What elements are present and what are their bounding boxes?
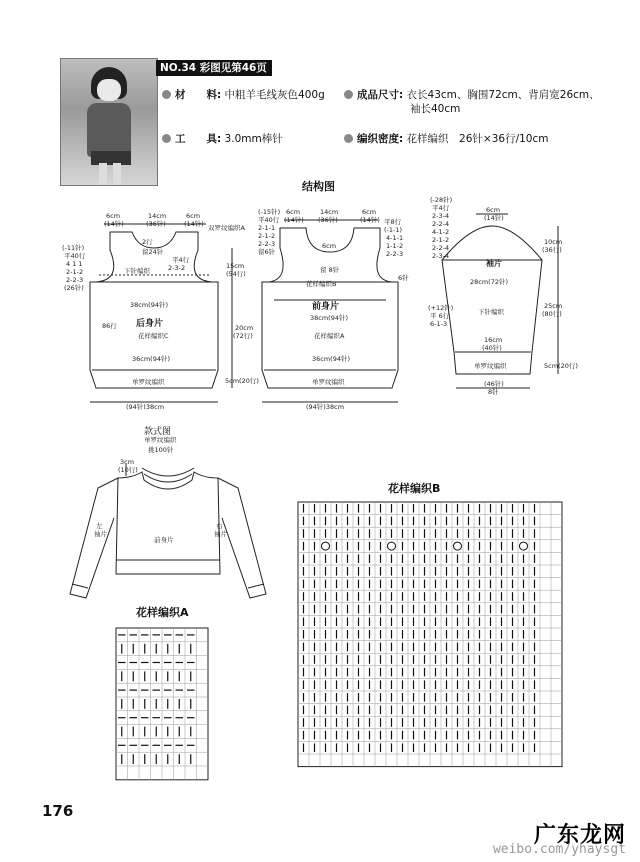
svg-text:2-1-2: 2-1-2 bbox=[258, 232, 276, 240]
svg-text:单罗纹编织: 单罗纹编织 bbox=[474, 362, 507, 370]
svg-text:4-1-2: 4-1-2 bbox=[432, 228, 450, 236]
svg-text:2行: 2行 bbox=[142, 238, 153, 246]
bullet-icon bbox=[344, 134, 353, 143]
svg-text:36cm(94针): 36cm(94针) bbox=[132, 355, 171, 363]
svg-text:6针: 6针 bbox=[398, 274, 409, 282]
svg-text:(72行): (72行) bbox=[233, 332, 253, 340]
svg-text:袖片: 袖片 bbox=[214, 530, 227, 538]
svg-text:6cm: 6cm bbox=[106, 212, 121, 220]
svg-text:(26针): (26针) bbox=[64, 284, 84, 292]
svg-text:25cm: 25cm bbox=[544, 302, 563, 310]
svg-text:挑100针: 挑100针 bbox=[148, 446, 174, 454]
structure-diagram bbox=[0, 190, 640, 420]
svg-text:2-3-4: 2-3-4 bbox=[432, 212, 450, 220]
svg-text:前身片: 前身片 bbox=[154, 536, 174, 544]
svg-text:2-2-4: 2-2-4 bbox=[432, 244, 450, 252]
svg-text:28cm(72针): 28cm(72针) bbox=[470, 278, 509, 286]
svg-text:2-2-3: 2-2-3 bbox=[258, 240, 276, 248]
chart-b-title: 花样编织B bbox=[388, 482, 441, 495]
gauge-row: 编织密度: 花样编织 26针×36行/10cm bbox=[344, 132, 634, 146]
svg-text:留24针: 留24针 bbox=[142, 248, 164, 256]
yarn-over-symbol bbox=[454, 542, 462, 550]
svg-text:5cm(20行): 5cm(20行) bbox=[225, 377, 259, 385]
svg-text:平40行: 平40行 bbox=[258, 216, 280, 224]
svg-text:6-1-3: 6-1-3 bbox=[430, 320, 448, 328]
svg-text:(14针): (14针) bbox=[104, 220, 124, 228]
watermark-sub: weibo.com/yhaysgt bbox=[492, 842, 626, 857]
svg-text:(94针)38cm: (94针)38cm bbox=[126, 403, 165, 411]
svg-text:(14针): (14针) bbox=[284, 216, 304, 224]
svg-text:花样编织A: 花样编织A bbox=[314, 332, 345, 340]
svg-text:(-15针): (-15针) bbox=[258, 208, 281, 216]
svg-text:(40针): (40针) bbox=[482, 344, 502, 352]
svg-text:86行: 86行 bbox=[102, 322, 117, 330]
style-view-sketch bbox=[58, 434, 278, 604]
watermark: 广东龙网 bbox=[533, 823, 626, 848]
svg-text:单罗纹编织: 单罗纹编织 bbox=[144, 436, 177, 444]
svg-text:2-1-1: 2-1-1 bbox=[258, 224, 276, 232]
pattern-title: NO.34 彩图见第46页 bbox=[156, 60, 272, 76]
chart-a-title: 花样编织A bbox=[136, 606, 189, 619]
svg-text:(36针): (36针) bbox=[146, 220, 166, 228]
svg-text:14cm: 14cm bbox=[320, 208, 339, 216]
diagram-title: 结构图 bbox=[302, 180, 335, 193]
yarn-over-symbol bbox=[520, 542, 528, 550]
chart-a-grid bbox=[114, 626, 224, 796]
svg-text:6cm: 6cm bbox=[486, 206, 501, 214]
svg-text:6cm: 6cm bbox=[186, 212, 201, 220]
yarn-over-symbol bbox=[388, 542, 396, 550]
svg-text:15cm: 15cm bbox=[226, 262, 245, 270]
svg-text:3cm: 3cm bbox=[120, 458, 135, 466]
svg-text:下针编织: 下针编织 bbox=[124, 267, 150, 275]
svg-text:(-11针): (-11针) bbox=[62, 244, 85, 252]
svg-text:(46针): (46针) bbox=[484, 380, 504, 388]
svg-text:6cm: 6cm bbox=[286, 208, 301, 216]
svg-text:5cm(20行): 5cm(20行) bbox=[544, 362, 578, 370]
svg-text:6cm: 6cm bbox=[322, 242, 337, 250]
svg-text:平4行: 平4行 bbox=[432, 204, 450, 212]
bullet-icon bbox=[162, 134, 171, 143]
svg-text:(-28针): (-28针) bbox=[430, 196, 453, 204]
back-side-label: 双罗纹编织A bbox=[208, 224, 245, 232]
svg-text:(14针): (14针) bbox=[484, 214, 504, 222]
svg-text:(36行): (36行) bbox=[542, 246, 562, 254]
svg-text:2-2-3: 2-2-3 bbox=[66, 276, 84, 284]
svg-text:平4行: 平4行 bbox=[172, 256, 190, 264]
svg-text:花样编织B: 花样编织B bbox=[306, 280, 337, 288]
svg-text:(94针)38cm: (94针)38cm bbox=[306, 403, 345, 411]
svg-text:4-1-1: 4-1-1 bbox=[386, 234, 404, 242]
svg-text:左: 左 bbox=[96, 522, 103, 530]
svg-text:单罗纹编织: 单罗纹编织 bbox=[132, 378, 165, 386]
svg-text:(54行): (54行) bbox=[226, 270, 246, 278]
front-piece-name: 前身片 bbox=[312, 302, 340, 312]
svg-text:6cm: 6cm bbox=[362, 208, 377, 216]
svg-text:10cm: 10cm bbox=[544, 238, 563, 246]
tools-row: 工 具: 3.0mm棒针 bbox=[162, 132, 342, 146]
back-piece-name: 后身片 bbox=[136, 319, 164, 329]
svg-text:(14针): (14针) bbox=[184, 220, 204, 228]
svg-text:单罗纹编织: 单罗纹编织 bbox=[312, 378, 345, 386]
svg-text:下针编织: 下针编织 bbox=[478, 308, 504, 316]
right-sleeve-outline bbox=[218, 478, 266, 598]
svg-text:2-3-2: 2-3-2 bbox=[168, 264, 186, 272]
svg-text:留6针: 留6针 bbox=[258, 248, 276, 256]
sleeve-piece-name: 袖片 bbox=[486, 259, 502, 268]
size-row: 成品尺寸: 衣长43cm、胸围72cm、背肩宽26cm、 袖长40cm bbox=[344, 88, 634, 116]
svg-text:2-2-4: 2-2-4 bbox=[432, 220, 450, 228]
svg-text:(80行): (80行) bbox=[542, 310, 562, 318]
model-photo bbox=[60, 58, 158, 186]
svg-text:平 6行: 平 6行 bbox=[430, 312, 450, 320]
svg-text:右: 右 bbox=[216, 522, 223, 530]
svg-text:花样编织C: 花样编织C bbox=[138, 332, 169, 340]
svg-text:38cm(94针): 38cm(94针) bbox=[130, 301, 169, 309]
svg-text:2-1-2: 2-1-2 bbox=[432, 236, 450, 244]
vest-outline bbox=[116, 472, 220, 574]
svg-text:(10行): (10行) bbox=[118, 466, 138, 474]
svg-text:16cm: 16cm bbox=[484, 336, 503, 344]
svg-text:(-1-1): (-1-1) bbox=[384, 226, 403, 234]
back-neck-width: 14cm bbox=[148, 212, 167, 220]
svg-text:1-1-2: 1-1-2 bbox=[386, 242, 404, 250]
svg-text:8针: 8针 bbox=[488, 388, 499, 396]
yarn-over-symbol bbox=[322, 542, 330, 550]
bullet-icon bbox=[162, 90, 171, 99]
svg-text:平40行: 平40行 bbox=[64, 252, 86, 260]
collar-outline bbox=[144, 474, 192, 482]
material-row: 材 料: 中粗羊毛线灰色400g bbox=[162, 88, 342, 102]
bullet-icon bbox=[344, 90, 353, 99]
svg-text:36cm(94针): 36cm(94针) bbox=[312, 355, 351, 363]
svg-text:(14针): (14针) bbox=[360, 216, 380, 224]
svg-text:(36针): (36针) bbox=[318, 216, 338, 224]
svg-text:2-3-4: 2-3-4 bbox=[432, 252, 450, 260]
svg-text:38cm(94针): 38cm(94针) bbox=[310, 314, 349, 322]
chart-b-grid bbox=[294, 500, 584, 790]
svg-text:4 1 1: 4 1 1 bbox=[66, 260, 83, 268]
page-number: 176 bbox=[42, 802, 74, 820]
svg-text:袖片: 袖片 bbox=[94, 530, 107, 538]
svg-text:平8行: 平8行 bbox=[384, 218, 402, 226]
svg-text:2-2-3: 2-2-3 bbox=[386, 250, 404, 258]
svg-text:2-1-2: 2-1-2 bbox=[66, 268, 84, 276]
left-sleeve-outline bbox=[70, 478, 118, 598]
style-view-title: 款式图 bbox=[144, 427, 172, 437]
svg-text:留 8针: 留 8针 bbox=[320, 266, 340, 274]
svg-text:20cm: 20cm bbox=[235, 324, 254, 332]
svg-text:(+12针): (+12针) bbox=[428, 304, 454, 312]
